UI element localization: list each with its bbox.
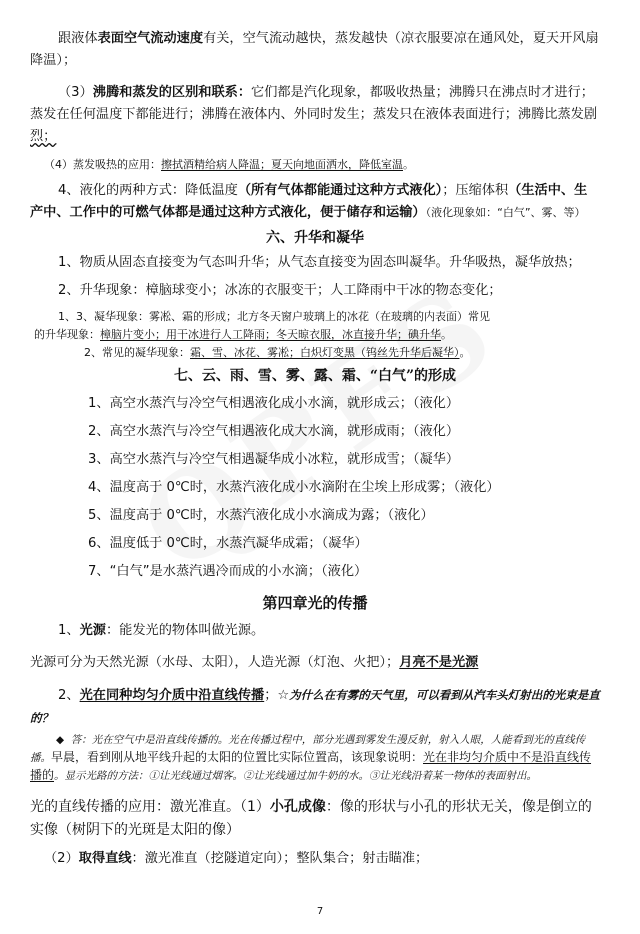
text: 光源可分为天然光源（水母、太阳），人造光源（灯泡、火把）； bbox=[30, 655, 400, 670]
paragraph-evaporation-applications bbox=[30, 156, 600, 174]
question-text: 为什么在有雾的天气里，可以看到从汽车头灯射出的光束是直的？ bbox=[30, 688, 600, 725]
text: 4、液化的两种方式：降低温度 bbox=[58, 183, 238, 198]
underlined-text: 霜、雪、冰花、雾凇；白炽灯变黑（钨丝先升华后凝华） bbox=[190, 346, 460, 359]
bold-term: （所有气体都能通过这种方式液化） bbox=[237, 183, 443, 198]
text: ：能发光的物体叫做光源。 bbox=[105, 623, 265, 638]
text: 2、 bbox=[58, 688, 80, 703]
text: 1、 bbox=[58, 623, 80, 638]
document-page bbox=[0, 28, 640, 934]
text: （液化现象如：“白气”、雾、等） bbox=[425, 206, 586, 219]
weather-list bbox=[30, 390, 600, 586]
paragraph-sublimation-examples: 2、升华现象：樟脑球变小；冰冻的衣服变干；人工降雨中干冰的物态变化； bbox=[58, 283, 502, 298]
text: ：激光准直（挖隧道定向）；整队集合；射击瞄准； bbox=[131, 850, 429, 866]
list-item: 3、高空水蒸汽与冷空气相遇凝华成小冰粒，就形成雪；（凝华） bbox=[88, 452, 460, 467]
text: 2、常见的凝华现象： bbox=[84, 346, 190, 359]
text: 它们都是汽化现象，都吸收热量；沸腾只在沸点时才进行；蒸发在任何温度下都能进行；沸腾在液体内、外同时发生；蒸发只在液体表面进行；沸腾比蒸发剧 bbox=[30, 85, 598, 122]
paragraph-sublimation-common bbox=[30, 326, 600, 344]
underlined-text: 擦拭酒精给病人降温；夏天向地面洒水，降低室温 bbox=[161, 158, 403, 171]
paragraph-light-source-types bbox=[30, 652, 600, 674]
text: 跟液体 bbox=[58, 31, 98, 46]
paragraph-air-flow bbox=[30, 28, 600, 72]
label: （4）蒸发吸热的应用： bbox=[44, 158, 161, 171]
label: （3） bbox=[58, 85, 93, 100]
list-item: 4、温度高于 0℃时，水蒸汽液化成小水滴附在尘埃上形成雾；（液化） bbox=[88, 480, 500, 495]
page-number: 7 bbox=[316, 906, 324, 917]
text: 。 bbox=[459, 346, 471, 359]
section-heading-sublimation: 六、升华和凝华 bbox=[266, 230, 364, 246]
paragraph-light-source bbox=[30, 620, 600, 642]
bold-term: 取得直线 bbox=[78, 850, 132, 866]
underlined-text: 月亮不是光源 bbox=[399, 655, 479, 670]
text: 。 bbox=[441, 328, 452, 341]
paragraph-straight-line-uses bbox=[30, 848, 600, 870]
list-item: 6、温度低于 0℃时，水蒸汽凝华成霜；（凝华） bbox=[88, 536, 368, 551]
text: ；☆ bbox=[264, 688, 290, 703]
bullet-icon: ◆ bbox=[56, 734, 65, 746]
paragraph-straight-line bbox=[30, 684, 600, 730]
list-item: 5、温度高于 0℃时，水蒸汽液化成小水滴成为露；（液化） bbox=[88, 508, 434, 523]
text: 有关，空气流动越快，蒸发越快（凉衣服要凉在通风处，夏天开风扇降温）； bbox=[30, 31, 599, 68]
paragraph-boiling-evaporation bbox=[30, 82, 600, 148]
list-item: 7、“白气”是水蒸汽遇冷而成的小水滴；（液化） bbox=[88, 564, 368, 579]
bold-term: 沸腾和蒸发的区别和联系： bbox=[92, 85, 252, 100]
bold-term: 光源 bbox=[79, 623, 106, 638]
text: 。显示光路的方法：①让光线通过烟客。②让光线通过加牛奶的水。③让光线沿着某一物体的表面射出。 bbox=[54, 770, 538, 782]
underlined-text: 樟脑片变小；用干冰进行人工降雨；冬天晾衣服，冰直接升华；碘升华 bbox=[100, 328, 441, 341]
bold-term: （生活中、生产中、工作中的可燃气体都是通过这种方式液化，便于储存和运输） bbox=[30, 183, 588, 220]
chapter-heading-light: 第四章光的传播 bbox=[262, 594, 368, 612]
text: 1、3、凝华现象：雾凇、霜的形成；北方冬天窗户玻璃上的冰花（在玻璃的内表面）常见 bbox=[58, 310, 490, 323]
underlined-text: 光在非均匀介质中不是沿直线传播的 bbox=[30, 750, 592, 782]
section-heading-weather: 七、云、雨、雪、雾、露、霜、“白气”的形成 bbox=[173, 368, 457, 384]
list-item: 2、高空水蒸汽与冷空气相遇液化成大水滴，就形成雨；（液化） bbox=[88, 424, 460, 439]
underlined-text: 光在同种均匀介质中沿直线传播 bbox=[79, 688, 265, 703]
bold-term: 表面空气流动速度 bbox=[97, 31, 204, 46]
text: ：像的形状与小孔的形状无关，像是倒立的实像（树阴下的光斑是太阳的像） bbox=[30, 798, 592, 838]
text: 的升华现象： bbox=[34, 328, 100, 341]
paragraph-liquefaction bbox=[30, 180, 600, 224]
paragraph-pinhole bbox=[30, 796, 600, 842]
paragraph-sublimation-def: 1、物质从固态直接变为气态叫升华；从气态直接变为固态叫凝华。升华吸热，凝华放热； bbox=[58, 255, 581, 270]
text: 答：光在空气中是沿直线传播的。光在传播过程中，部分光遇到雾发生漫反射，射入人眼，人能看到光的直线传播。 bbox=[30, 734, 586, 764]
paragraph-deposition bbox=[30, 308, 600, 326]
wavy-underlined-text: 烈； bbox=[30, 129, 57, 144]
text: 。 bbox=[403, 158, 414, 171]
bold-term: 小孔成像 bbox=[269, 798, 326, 815]
text: 早晨，看到刚从地平线升起的太阳的位置比实际位置高，该现象说明： bbox=[51, 750, 424, 764]
paragraph-deposition-common bbox=[30, 344, 600, 362]
answer-block bbox=[30, 732, 600, 785]
text: （2） bbox=[44, 850, 79, 866]
text: ；压缩体积 bbox=[442, 183, 509, 198]
list-item: 1、高空水蒸汽与冷空气相遇液化成小水滴，就形成云；（液化） bbox=[88, 396, 460, 411]
text: 光的直线传播的应用：激光准直。（1） bbox=[30, 798, 270, 815]
